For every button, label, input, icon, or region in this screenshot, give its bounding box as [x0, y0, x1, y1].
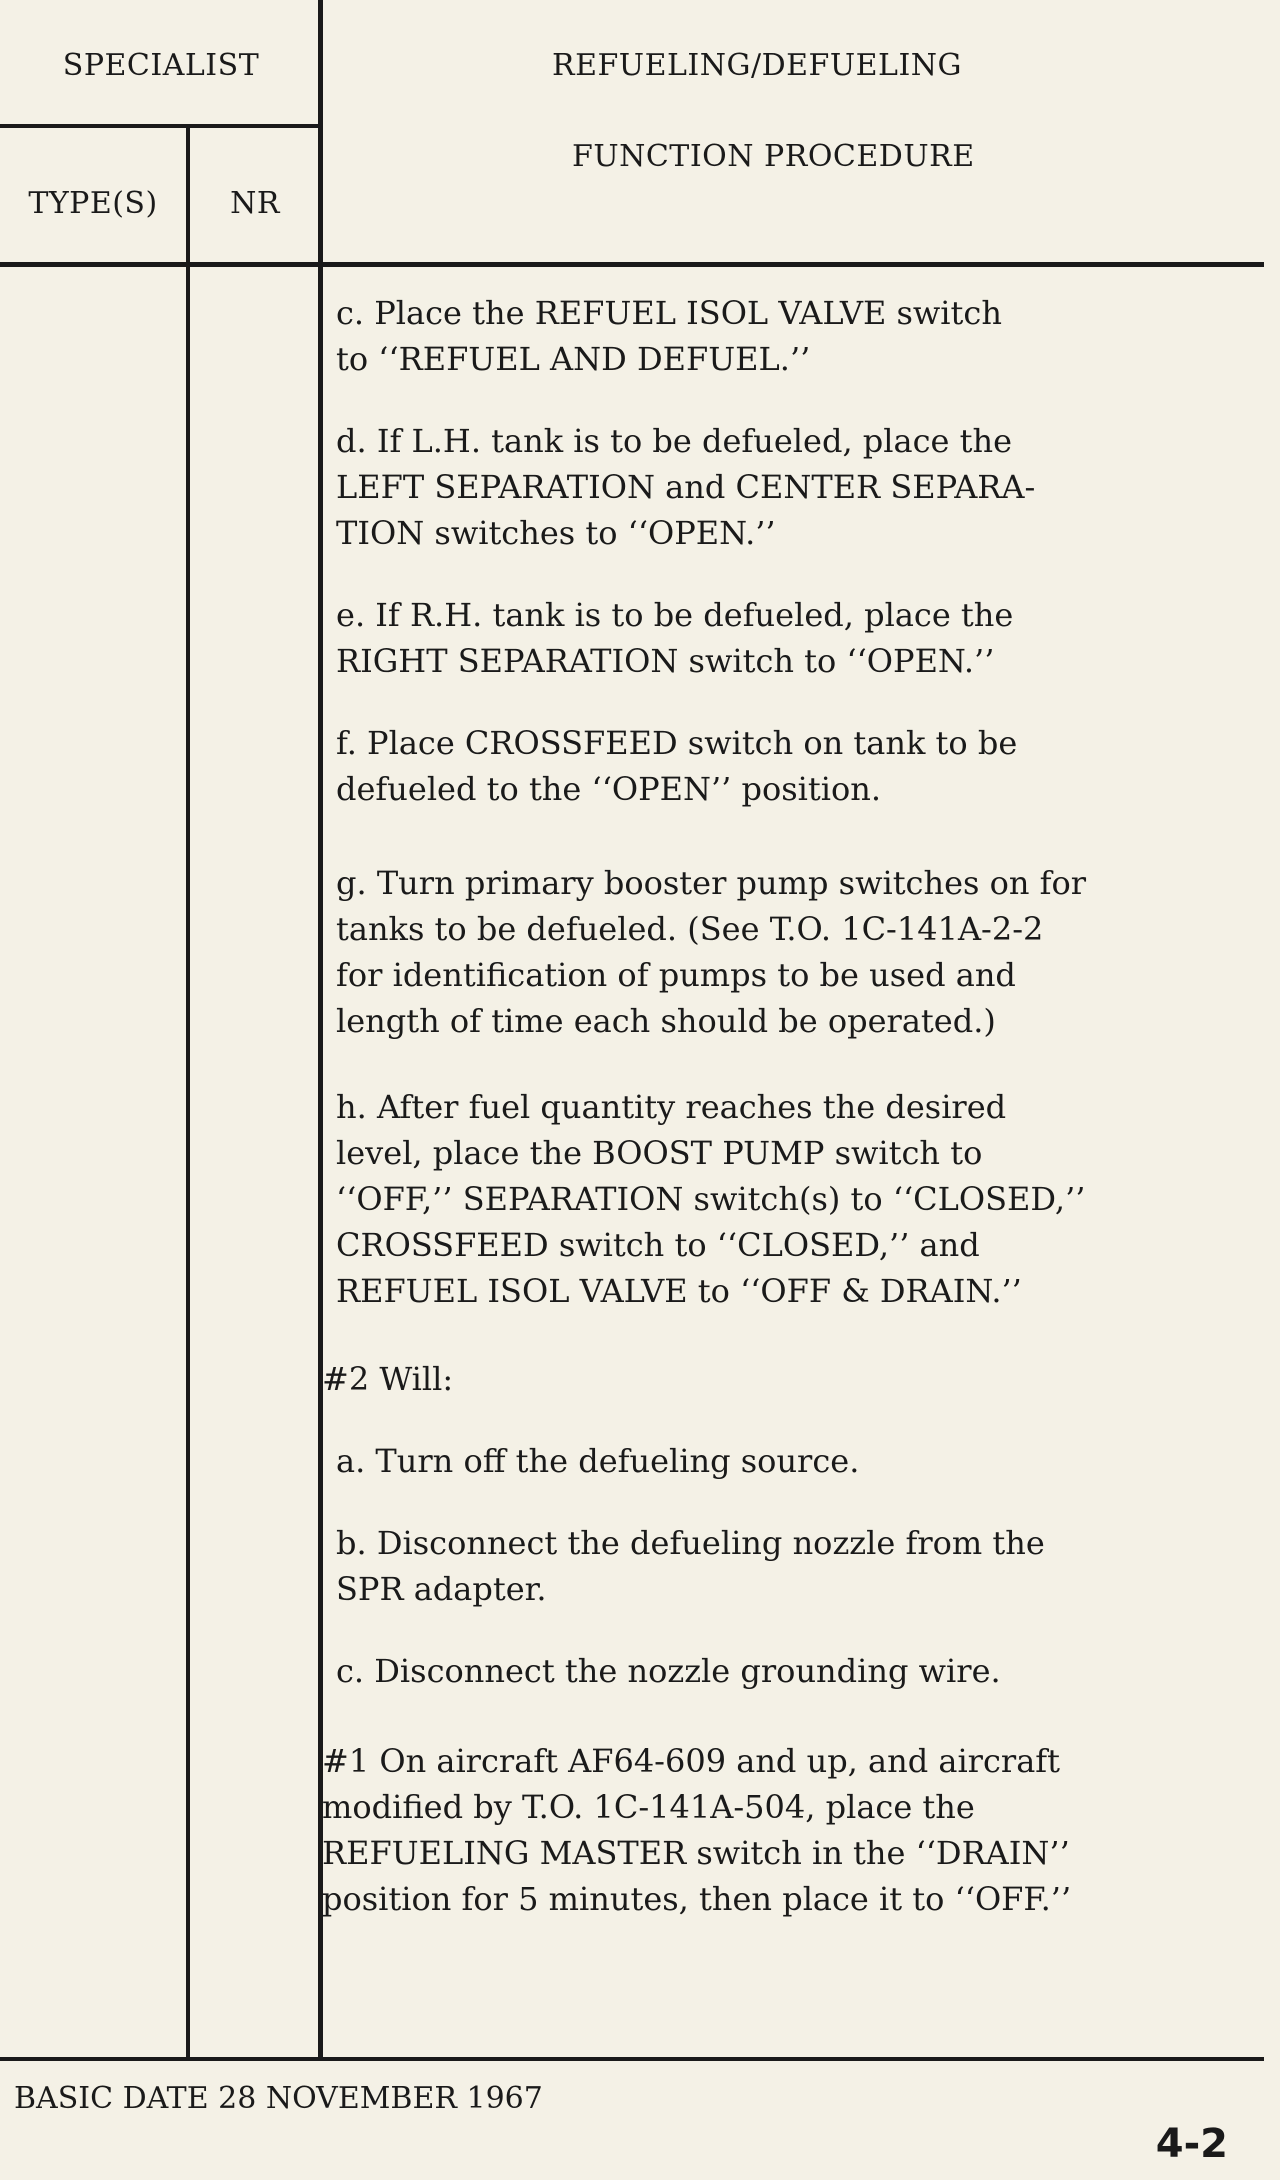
types-label: TYPE(S)	[28, 186, 158, 221]
step-a-turn-off-source: a. Turn off the defueling source.	[336, 1442, 860, 1480]
step-c-disconnect-grounding-wire: c. Disconnect the nozzle grounding wire.	[336, 1652, 1001, 1690]
step-g-booster-pumps: g. Turn primary booster pump switches on for tanks to be defueled. (See T.O. 1C-141A-2-2 for identification of pumps to be used and length of time each should be operated.)	[336, 864, 1087, 1040]
specialist-divider-rule	[0, 124, 322, 128]
basic-date: BASIC DATE 28 NOVEMBER 1967	[14, 2081, 543, 2116]
procedure-steps	[322, 290, 1227, 1922]
operator-1-refueling-master: #1 On aircraft AF64-609 and up, and aircraft modified by T.O. 1C-141A-504, place the REFUELING MASTER switch in the ‘‘DRAIN’’ position for 5 minutes, then place it to ‘‘OFF.’’	[322, 1742, 1072, 1918]
step-h-after-fuel-quantity: h. After fuel quantity reaches the desired level, place the BOOST PUMP switch to ‘‘OFF,’’ SEPARATION switch(s) to ‘‘CLOSED,’’ CROSSFEED switch to ‘‘CLOSED,’’ and REFUEL ISOL VALVE to ‘‘OFF & DRAIN.’’	[336, 1088, 1086, 1310]
procedure-title: REFUELING/DEFUELING	[552, 48, 963, 83]
nr-label: NR	[230, 186, 280, 221]
page-number: 4-2	[1155, 2121, 1228, 2167]
nr-header	[190, 128, 320, 263]
step-c-refuel-isol-valve: c. Place the REFUEL ISOL VALVE switch to ‘‘REFUEL AND DEFUEL.’’	[336, 294, 1002, 378]
operator-2-heading: #2 Will:	[322, 1360, 454, 1398]
types-header	[0, 128, 186, 263]
step-d-left-tank: d. If L.H. tank is to be defueled, place the LEFT SEPARATION and CENTER SEPARA- TION switches to ‘‘OPEN.’’	[336, 422, 1036, 552]
specialist-label: SPECIALIST	[62, 48, 260, 83]
step-f-crossfeed: f. Place CROSSFEED switch on tank to be defueled to the ‘‘OPEN’’ position.	[336, 724, 1018, 808]
procedure-subtitle-header	[326, 120, 1264, 192]
step-e-right-tank: e. If R.H. tank is to be defueled, place the RIGHT SEPARATION switch to ‘‘OPEN.’’	[336, 596, 1014, 680]
nr-column-rule	[186, 126, 190, 2060]
step-b-disconnect-nozzle: b. Disconnect the defueling nozzle from the SPR adapter.	[336, 1524, 1045, 1608]
procedure-title-header	[326, 8, 1264, 123]
specialist-header	[0, 8, 322, 123]
procedure-subtitle: FUNCTION PROCEDURE	[572, 138, 975, 174]
